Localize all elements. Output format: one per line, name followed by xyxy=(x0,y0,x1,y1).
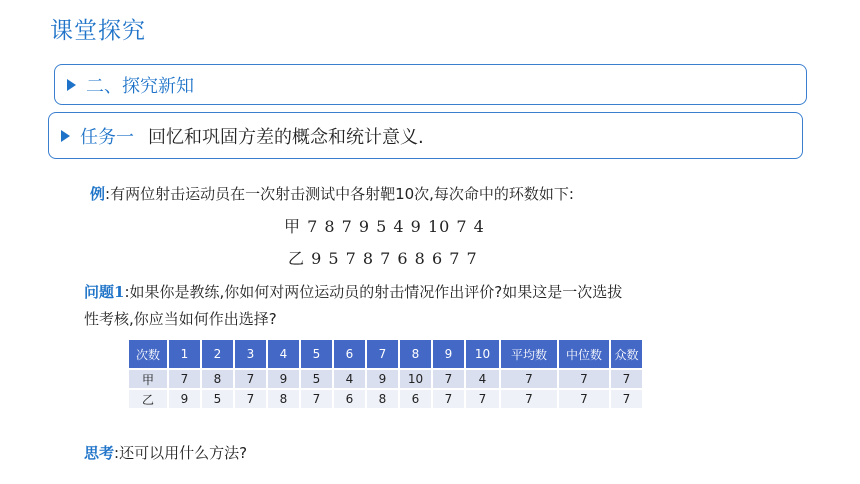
table-cell: 7 xyxy=(301,390,332,408)
table-header-cell: 6 xyxy=(334,340,365,368)
table-cell: 7 xyxy=(611,390,642,408)
table-cell: 5 xyxy=(301,370,332,388)
example-paragraph xyxy=(90,183,574,204)
think-paragraph xyxy=(84,442,247,463)
table-header-cell: 4 xyxy=(268,340,299,368)
question-1-text: :如果你是教练,你如何对两位运动员的射击情况作出评价?如果这是一次选拔 xyxy=(124,283,623,301)
table-cell: 7 xyxy=(559,370,609,388)
question-1-prefix: 问题1 xyxy=(84,283,125,301)
table-header-cell: 9 xyxy=(433,340,464,368)
table-row xyxy=(129,390,642,408)
table-cell: 6 xyxy=(400,390,431,408)
table-header-cell: 10 xyxy=(466,340,499,368)
table-header-cell: 众数 xyxy=(611,340,642,368)
table-header-cell: 2 xyxy=(202,340,233,368)
table-header-row xyxy=(129,340,642,368)
jia-scores: 甲 7 8 7 9 5 4 9 10 7 4 xyxy=(284,217,485,236)
table-cell: 4 xyxy=(466,370,499,388)
table-cell: 7 xyxy=(611,370,642,388)
table-cell: 7 xyxy=(433,370,464,388)
table-cell: 甲 xyxy=(129,370,167,388)
table-header-cell: 中位数 xyxy=(559,340,609,368)
table-cell: 7 xyxy=(235,390,266,408)
question-1 xyxy=(84,278,622,306)
section-label: 二、探究新知 xyxy=(86,75,194,97)
table-header-cell: 8 xyxy=(400,340,431,368)
task-label: 任务一 xyxy=(80,126,134,148)
yi-scores: 乙 9 5 7 8 7 6 8 6 7 7 xyxy=(288,249,478,268)
table-header-cell: 3 xyxy=(235,340,266,368)
table-cell: 5 xyxy=(202,390,233,408)
table-header-cell: 次数 xyxy=(129,340,167,368)
table-header-cell: 5 xyxy=(301,340,332,368)
think-prefix: 思考 xyxy=(84,444,115,462)
table-cell: 9 xyxy=(169,390,200,408)
question-1-line2: 性考核,你应当如何作出选择? xyxy=(84,310,277,328)
table-cell: 7 xyxy=(466,390,499,408)
table-cell: 6 xyxy=(334,390,365,408)
table-cell: 9 xyxy=(268,370,299,388)
section-banner xyxy=(54,64,807,105)
table-row xyxy=(129,370,642,388)
table-cell: 7 xyxy=(235,370,266,388)
table-cell: 8 xyxy=(202,370,233,388)
table-cell: 乙 xyxy=(129,390,167,408)
page-title: 课堂探究 xyxy=(50,18,146,44)
table-cell: 8 xyxy=(268,390,299,408)
table-cell: 7 xyxy=(559,390,609,408)
table-header-cell: 平均数 xyxy=(501,340,557,368)
task-banner xyxy=(48,112,803,159)
table-cell: 7 xyxy=(501,390,557,408)
scores-table xyxy=(127,338,644,410)
arrow-right-icon xyxy=(61,130,70,142)
table-cell: 7 xyxy=(433,390,464,408)
example-text: :有两位射击运动员在一次射击测试中各射靶10次,每次命中的环数如下: xyxy=(105,185,574,203)
table-cell: 7 xyxy=(169,370,200,388)
table-cell: 7 xyxy=(501,370,557,388)
arrow-right-icon xyxy=(67,79,76,91)
think-text: :还可以用什么方法? xyxy=(114,444,248,462)
table-cell: 8 xyxy=(367,390,398,408)
table-cell: 9 xyxy=(367,370,398,388)
table-cell: 4 xyxy=(334,370,365,388)
example-prefix: 例 xyxy=(90,185,106,203)
table-header-cell: 1 xyxy=(169,340,200,368)
task-text: 回忆和巩固方差的概念和统计意义. xyxy=(148,126,424,148)
table-header-cell: 7 xyxy=(367,340,398,368)
table-cell: 10 xyxy=(400,370,431,388)
